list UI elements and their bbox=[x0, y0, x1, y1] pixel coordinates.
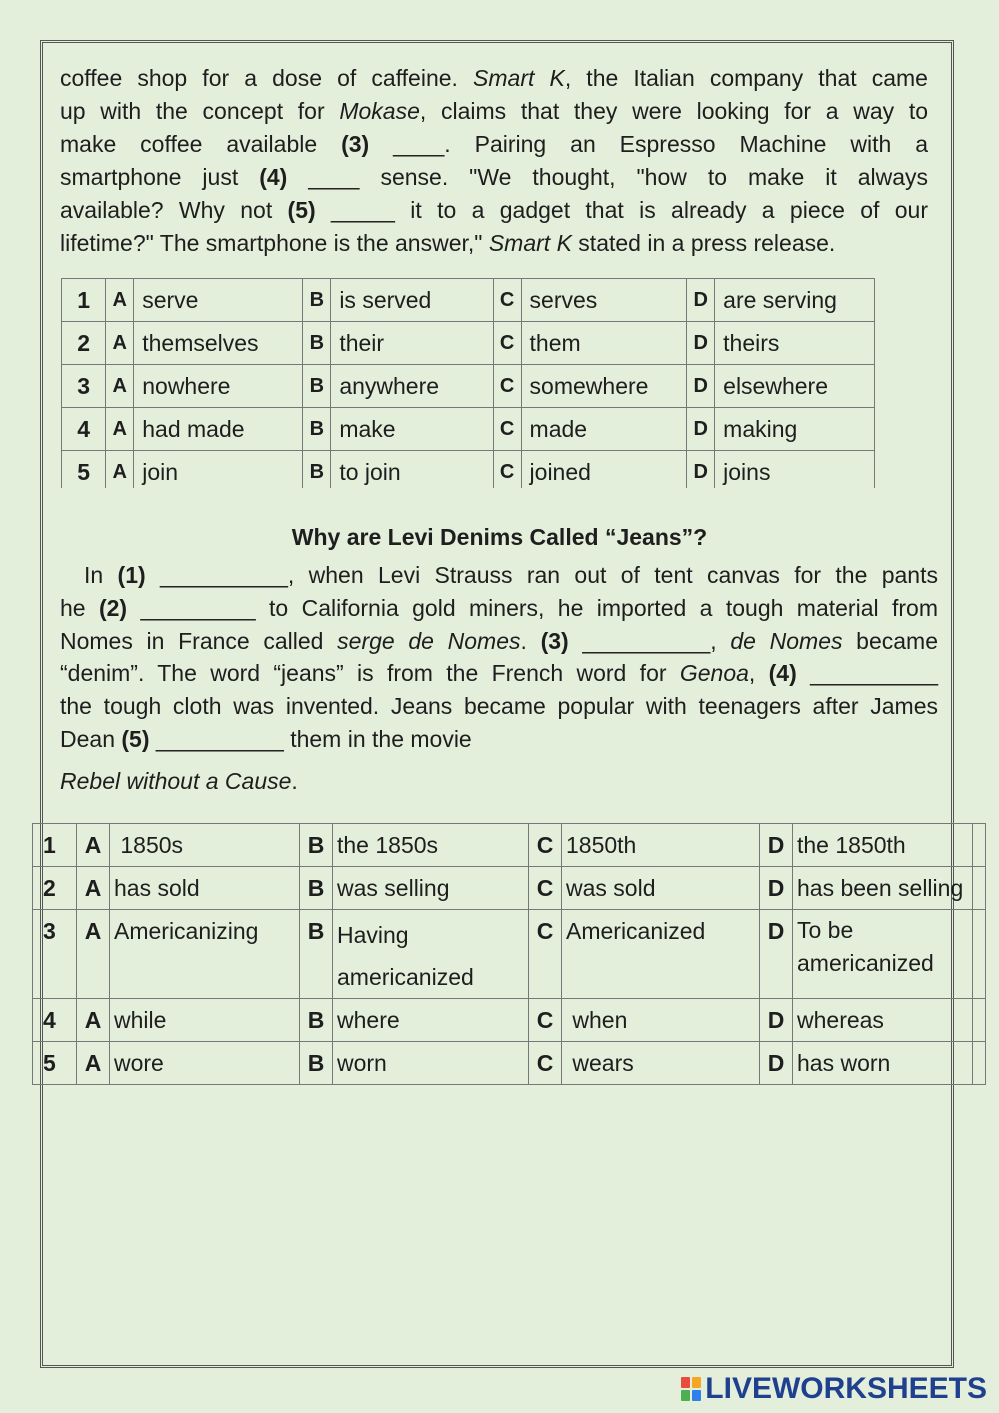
option-c: somewhere bbox=[521, 365, 687, 408]
option-letter-c: C bbox=[493, 279, 521, 322]
option-a: serve bbox=[134, 279, 303, 322]
option-a: Americanizing bbox=[110, 910, 300, 999]
option-c: 1850th bbox=[562, 824, 760, 867]
table1-row bbox=[62, 279, 875, 322]
option-letter-b: B bbox=[303, 322, 331, 365]
option-b: their bbox=[331, 322, 493, 365]
option-letter-d: D bbox=[760, 910, 793, 999]
option-d: elsewhere bbox=[715, 365, 875, 408]
table2-row bbox=[33, 1042, 986, 1085]
logo-badge-icon bbox=[680, 1376, 702, 1402]
option-letter-b: B bbox=[300, 999, 333, 1042]
logo-square bbox=[681, 1390, 690, 1401]
table1-row bbox=[62, 408, 875, 451]
option-letter-b: B bbox=[303, 279, 331, 322]
logo-square bbox=[692, 1390, 701, 1401]
option-letter-a: A bbox=[106, 279, 134, 322]
option-letter-d: D bbox=[760, 867, 793, 910]
option-a: had made bbox=[134, 408, 303, 451]
option-a: wore bbox=[110, 1042, 300, 1085]
option-letter-c: C bbox=[493, 322, 521, 365]
option-letter-b: B bbox=[300, 867, 333, 910]
option-d: are serving bbox=[715, 279, 875, 322]
option-b: the 1850s bbox=[333, 824, 529, 867]
option-a: while bbox=[110, 999, 300, 1042]
option-b: anywhere bbox=[331, 365, 493, 408]
option-c: joined bbox=[521, 451, 687, 489]
table-edge-cell bbox=[973, 1042, 986, 1085]
passage1-line4: smartphone just (4) ____ sense. "We thought, "how to make it always bbox=[60, 164, 928, 190]
option-b: is served bbox=[331, 279, 493, 322]
table-edge-cell bbox=[973, 999, 986, 1042]
options-table-1-wrapper bbox=[55, 276, 875, 488]
option-letter-d: D bbox=[687, 365, 715, 408]
option-letter-c: C bbox=[529, 824, 562, 867]
question-number: 3 bbox=[62, 365, 106, 408]
passage2-line6: Dean (5) __________ them in the movie bbox=[60, 726, 472, 752]
option-c: when bbox=[562, 999, 760, 1042]
option-letter-a: A bbox=[106, 408, 134, 451]
options-table-2 bbox=[32, 823, 986, 1085]
option-letter-c: C bbox=[493, 408, 521, 451]
table-edge-cell bbox=[973, 824, 986, 867]
logo-square bbox=[692, 1377, 701, 1388]
option-letter-c: C bbox=[529, 999, 562, 1042]
option-b: make bbox=[331, 408, 493, 451]
option-a: join bbox=[134, 451, 303, 489]
option-c: wears bbox=[562, 1042, 760, 1085]
option-letter-b: B bbox=[300, 910, 333, 999]
question-number: 1 bbox=[62, 279, 106, 322]
option-c: serves bbox=[521, 279, 687, 322]
option-d: joins bbox=[715, 451, 875, 489]
option-c: them bbox=[521, 322, 687, 365]
option-letter-d: D bbox=[687, 408, 715, 451]
option-d: has been selling bbox=[793, 867, 973, 910]
question-number: 1 bbox=[33, 824, 77, 867]
passage2-line7: Rebel without a Cause. bbox=[60, 768, 298, 794]
option-letter-c: C bbox=[529, 867, 562, 910]
table1-row bbox=[62, 365, 875, 408]
option-d: theirs bbox=[715, 322, 875, 365]
option-letter-a: A bbox=[77, 867, 110, 910]
question-number: 3 bbox=[33, 910, 77, 999]
option-letter-d: D bbox=[760, 999, 793, 1042]
option-letter-c: C bbox=[529, 910, 562, 999]
option-letter-a: A bbox=[77, 1042, 110, 1085]
option-letter-d: D bbox=[760, 824, 793, 867]
option-letter-d: D bbox=[687, 279, 715, 322]
option-letter-d: D bbox=[760, 1042, 793, 1085]
passage2-line4: “denim”. The word “jeans” is from the French word for Genoa, (4) __________ bbox=[60, 660, 939, 686]
option-letter-b: B bbox=[300, 1042, 333, 1085]
option-d: the 1850th bbox=[793, 824, 973, 867]
table2-row bbox=[33, 867, 986, 910]
logo-square bbox=[681, 1377, 690, 1388]
option-c: Americanized bbox=[562, 910, 760, 999]
option-a: 1850s bbox=[110, 824, 300, 867]
question-number: 5 bbox=[33, 1042, 77, 1085]
option-d: whereas bbox=[793, 999, 973, 1042]
option-letter-a: A bbox=[106, 451, 134, 489]
table2-row bbox=[33, 910, 986, 999]
table2-row bbox=[33, 999, 986, 1042]
option-b: Having americanized bbox=[333, 910, 529, 999]
option-c: made bbox=[521, 408, 687, 451]
table1-row bbox=[62, 451, 875, 489]
passage1-line6: lifetime?" The smartphone is the answer," Smart K stated in a press release. bbox=[60, 230, 836, 256]
option-b: was selling bbox=[333, 867, 529, 910]
section-title: Why are Levi Denims Called “Jeans”? bbox=[291, 524, 708, 550]
option-letter-d: D bbox=[687, 451, 715, 489]
table1-row bbox=[62, 322, 875, 365]
options-table-1 bbox=[61, 278, 875, 488]
option-d: making bbox=[715, 408, 875, 451]
option-letter-b: B bbox=[303, 451, 331, 489]
option-letter-a: A bbox=[106, 365, 134, 408]
option-d: To be americanized bbox=[793, 910, 973, 999]
option-letter-c: C bbox=[493, 365, 521, 408]
option-letter-b: B bbox=[303, 365, 331, 408]
option-letter-c: C bbox=[493, 451, 521, 489]
option-letter-a: A bbox=[77, 824, 110, 867]
option-b: where bbox=[333, 999, 529, 1042]
passage1-line5: available? Why not (5) _____ it to a gadget that is already a piece of our bbox=[60, 197, 928, 223]
option-letter-d: D bbox=[687, 322, 715, 365]
liveworksheets-logo bbox=[680, 1372, 987, 1406]
passage1-line3: make coffee available (3) ____. Pairing an Espresso Machine with a bbox=[60, 131, 928, 157]
question-number: 4 bbox=[62, 408, 106, 451]
option-b: worn bbox=[333, 1042, 529, 1085]
option-a: themselves bbox=[134, 322, 303, 365]
passage2-line3: Nomes in France called serge de Nomes. (3) __________, de Nomes became bbox=[60, 628, 939, 654]
passage2-line1: In (1) __________, when Levi Strauss ran out of tent canvas for the pants bbox=[84, 562, 938, 588]
question-number: 2 bbox=[62, 322, 106, 365]
option-letter-b: B bbox=[303, 408, 331, 451]
option-c: was sold bbox=[562, 867, 760, 910]
question-number: 2 bbox=[33, 867, 77, 910]
option-letter-a: A bbox=[106, 322, 134, 365]
option-b: to join bbox=[331, 451, 493, 489]
logo-text: LIVEWORKSHEETS bbox=[705, 1372, 987, 1405]
table-edge-cell bbox=[973, 910, 986, 999]
option-letter-b: B bbox=[300, 824, 333, 867]
question-number: 5 bbox=[62, 451, 106, 489]
option-a: has sold bbox=[110, 867, 300, 910]
table-edge-cell bbox=[973, 867, 986, 910]
passage2-line2: he (2) _________ to California gold miners, he imported a tough material from bbox=[60, 595, 938, 621]
option-a: nowhere bbox=[134, 365, 303, 408]
table2-row bbox=[33, 824, 986, 867]
passage1-line1: coffee shop for a dose of caffeine. Smart K, the Italian company that came bbox=[60, 65, 928, 91]
question-number: 4 bbox=[33, 999, 77, 1042]
option-letter-a: A bbox=[77, 999, 110, 1042]
passage2-line5: the tough cloth was invented. Jeans became popular with teenagers after James bbox=[60, 693, 938, 719]
option-letter-c: C bbox=[529, 1042, 562, 1085]
option-d: has worn bbox=[793, 1042, 973, 1085]
option-letter-a: A bbox=[77, 910, 110, 999]
passage1-line2: up with the concept for Mokase, claims that they were looking for a way to bbox=[60, 98, 928, 124]
